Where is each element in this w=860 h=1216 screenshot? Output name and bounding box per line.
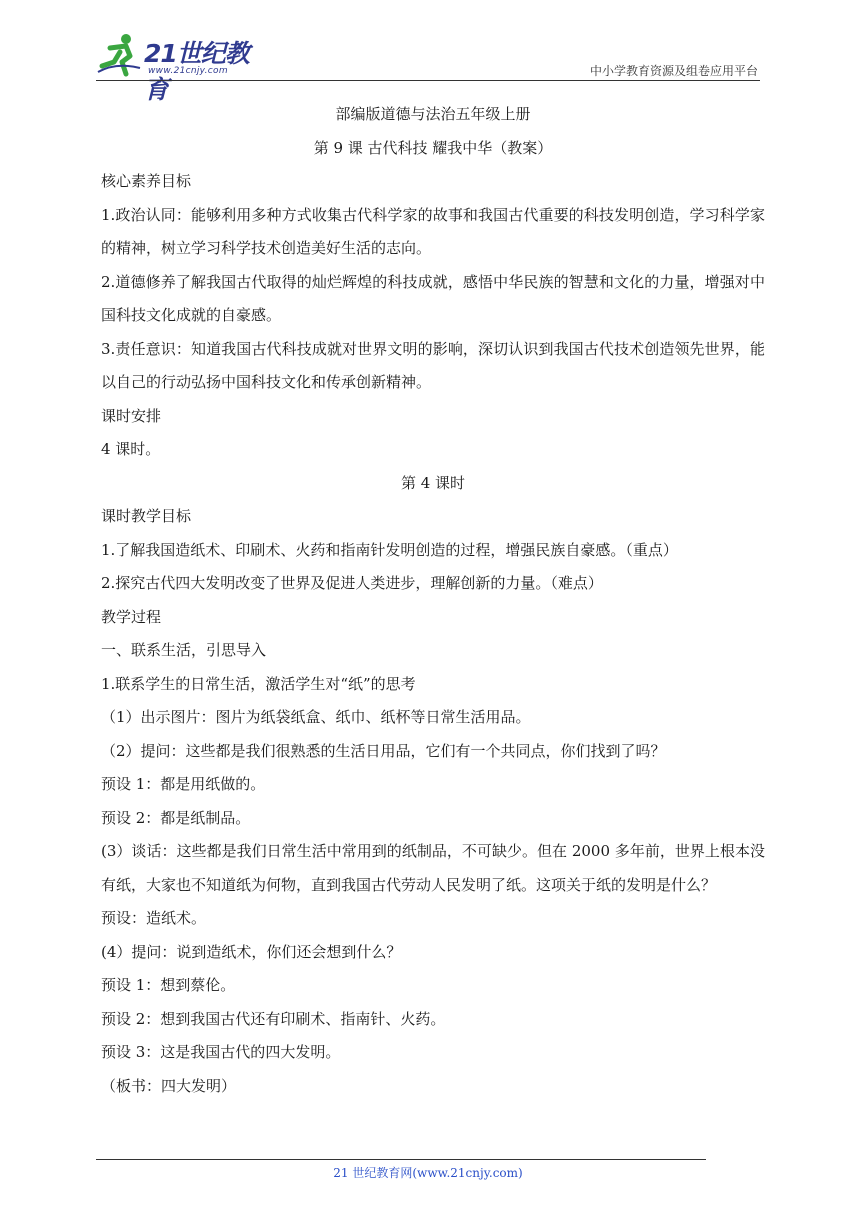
paragraph: （1）出示图片：图片为纸袋纸盒、纸巾、纸杯等日常生活用品。 — [101, 708, 531, 726]
site-logo[interactable] — [96, 32, 266, 104]
paragraph: 1.政治认同：能够利用多种方式收集古代科学家的故事和我国古代重要的科技发明创造，学习科学家的精神，树立学习科学技术创造美好生活的志向。 — [101, 205, 765, 257]
paragraph: 课时安排 — [101, 406, 162, 425]
paragraph: 预设 2：想到我国古代还有印刷术、指南针、火药。 — [101, 1009, 446, 1028]
paragraph: 预设：造纸术。 — [101, 909, 207, 927]
paragraph: 预设 3：这是我国古代的四大发明。 — [101, 1043, 341, 1061]
running-figure-icon — [96, 32, 142, 78]
paragraph: (4）提问：说到造纸术，你们还会想到什么？ — [101, 942, 402, 961]
footer-divider — [96, 1159, 706, 1160]
lesson-title: 第 9 课 古代科技 耀我中华（教案） — [313, 138, 553, 157]
paragraph: （2）提问：这些都是我们很熟悉的生活日用品，它们有一个共同点，你们找到了吗？ — [101, 741, 666, 760]
paragraph: 预设 1：都是用纸做的。 — [101, 775, 266, 793]
header-divider — [96, 80, 760, 81]
document-body — [101, 98, 765, 1103]
paragraph: 4 课时。 — [101, 440, 161, 458]
paragraph: 1.联系学生的日常生活，激活学生对“纸”的思考 — [101, 674, 416, 693]
paragraph: 预设 1：想到蔡伦。 — [101, 976, 236, 994]
paragraph: 课时教学目标 — [101, 507, 192, 525]
paragraph: （板书：四大发明） — [101, 1076, 237, 1095]
header-tagline: 中小学教育资源及组卷应用平台 — [589, 64, 758, 78]
paragraph: 2.道德修养了解我国古代取得的灿烂辉煌的科技成就，感悟中华民族的智慧和文化的力量，增强对中国科技文化成就的自豪感。 — [101, 272, 765, 324]
paragraph: 2.探究古代四大发明改变了世界及促进人类进步，理解创新的力量。（难点） — [101, 574, 603, 592]
page-header — [96, 26, 760, 104]
logo-text: 21世纪教育 — [144, 39, 249, 104]
page-footer[interactable]: 21 世纪教育网(www.21cnjy.com) — [333, 1166, 523, 1180]
section-after-session — [101, 500, 765, 1103]
paragraph: 3.责任意识：知道我国古代科技成就对世界文明的影响，深切认识到我国古代技术创造领先世界，能以自己的行动弘扬中国科技文化和传承创新精神。 — [101, 339, 765, 391]
section-before-session — [101, 165, 765, 467]
paragraph: 预设 2：都是纸制品。 — [101, 808, 251, 827]
paragraph: 核心素养目标 — [101, 172, 192, 190]
paragraph: 一、联系生活，引思导入 — [101, 641, 267, 659]
paragraph: 1.了解我国造纸术、印刷术、火药和指南针发明创造的过程，增强民族自豪感。（重点） — [101, 540, 678, 559]
document-title: 部编版道德与法治五年级上册 — [335, 105, 531, 123]
logo-url: www.21cnjy.com — [148, 66, 228, 76]
session-title: 第 4 课时 — [400, 473, 466, 492]
paragraph: (3）谈话：这些都是我们日常生活中常用到的纸制品，不可缺少。但在 2000 多年前，世界上根本没有纸，大家也不知道纸为何物，直到我国古代劳动人民发明了纸。这项关于纸的发明是什么？ — [101, 842, 765, 894]
paragraph: 教学过程 — [101, 607, 162, 626]
